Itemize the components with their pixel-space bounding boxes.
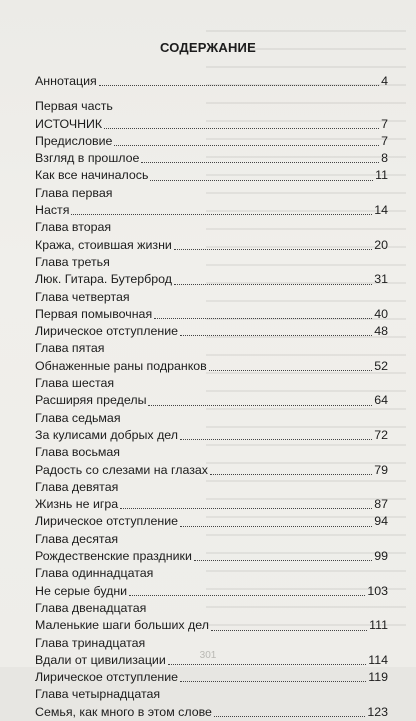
toc-entry-title: Не серые будни bbox=[35, 583, 128, 598]
toc-entry-page: 52 bbox=[374, 358, 388, 373]
dot-leader bbox=[194, 560, 372, 561]
toc-entry[interactable] bbox=[35, 306, 388, 323]
toc-entry-title: Глава вторая bbox=[35, 220, 112, 235]
toc-entry[interactable] bbox=[35, 271, 388, 288]
toc-entry-title: Глава седьмая bbox=[35, 410, 121, 425]
toc-entry-page: 103 bbox=[367, 583, 388, 598]
toc-entry[interactable] bbox=[35, 583, 388, 600]
dot-leader bbox=[154, 318, 372, 319]
toc-entry-title: За кулисами добрых дел bbox=[35, 427, 179, 442]
toc-entry-title: Первая часть bbox=[35, 99, 113, 114]
dot-leader bbox=[180, 681, 366, 682]
toc-entry[interactable] bbox=[35, 496, 388, 513]
toc-entry-title: Глава первая bbox=[35, 185, 113, 200]
toc-section-heading bbox=[35, 565, 388, 582]
section-gap bbox=[35, 90, 388, 98]
toc-section-heading bbox=[35, 340, 388, 357]
toc-section-heading bbox=[35, 531, 388, 548]
toc-entry-title: Как все начиналось bbox=[35, 168, 149, 183]
toc-entry-page: 114 bbox=[368, 652, 388, 667]
toc-section-heading bbox=[35, 410, 388, 427]
toc-entry-page: 14 bbox=[374, 203, 388, 218]
toc-entry-title: ИСТОЧНИК bbox=[35, 116, 103, 131]
toc-entry-page: 7 bbox=[381, 116, 388, 131]
dot-leader bbox=[168, 664, 366, 665]
page-title: СОДЕРЖАНИЕ bbox=[160, 40, 256, 55]
toc-section-heading bbox=[35, 289, 388, 306]
toc-entry-page: 48 bbox=[374, 324, 388, 339]
toc-section-heading bbox=[35, 185, 388, 202]
toc-section-heading bbox=[35, 686, 388, 703]
toc-section-heading bbox=[35, 600, 388, 617]
toc-entry-page: 4 bbox=[381, 74, 388, 88]
toc-entry[interactable] bbox=[35, 704, 388, 721]
toc-entry-list bbox=[35, 98, 388, 721]
dot-leader bbox=[180, 335, 372, 336]
toc-entry-title: Лирическое отступление bbox=[35, 324, 179, 339]
toc-entry-title: Обнаженные раны подранков bbox=[35, 358, 207, 373]
toc-section-heading bbox=[35, 444, 388, 461]
toc-entry-page: 99 bbox=[374, 549, 388, 564]
toc-entry-title: Настя bbox=[35, 203, 70, 218]
dot-leader bbox=[180, 439, 372, 440]
dot-leader bbox=[214, 716, 365, 717]
toc-entry-page: 11 bbox=[375, 168, 388, 183]
toc-entry-title: Рождественские праздники bbox=[35, 549, 192, 564]
toc-entry[interactable] bbox=[35, 202, 388, 219]
toc-entry-title: Люк. Гитара. Бутерброд bbox=[35, 272, 172, 287]
toc-entry-page: 123 bbox=[367, 704, 388, 719]
toc-entry-page: 119 bbox=[368, 670, 388, 685]
toc-entry-page: 31 bbox=[374, 272, 388, 287]
toc-entry[interactable] bbox=[35, 392, 388, 409]
toc-entry-page: 79 bbox=[374, 462, 388, 477]
dot-leader bbox=[209, 370, 372, 371]
page-number: 301 bbox=[199, 650, 217, 661]
toc-entry-title: Маленькие шаги больших дел bbox=[35, 618, 210, 633]
toc-entry-title: Предисловие bbox=[35, 133, 113, 148]
toc-entry-title: Глава восьмая bbox=[35, 445, 121, 460]
toc-entry-title: Семья, как много в этом слове bbox=[35, 704, 212, 719]
toc-entry-title: Глава двенадцатая bbox=[35, 600, 147, 615]
toc-entry[interactable] bbox=[35, 617, 388, 634]
toc-entry-title: Глава четырнадцатая bbox=[35, 687, 161, 702]
dot-leader bbox=[180, 526, 372, 527]
toc-entry-title: Взгляд в прошлое bbox=[35, 151, 140, 166]
dot-leader bbox=[174, 284, 372, 285]
dot-leader bbox=[104, 128, 379, 129]
toc-entry-page: 8 bbox=[381, 151, 388, 166]
toc-entry[interactable] bbox=[35, 427, 388, 444]
dot-leader bbox=[114, 145, 379, 146]
toc-entry[interactable] bbox=[35, 116, 388, 133]
dot-leader bbox=[129, 595, 365, 596]
dot-leader bbox=[150, 180, 373, 181]
toc-entry-title: Лирическое отступление bbox=[35, 670, 179, 685]
toc-entry-page: 20 bbox=[374, 237, 388, 252]
toc-entry-annotation[interactable] bbox=[35, 73, 388, 90]
toc-entry-title: Первая помывочная bbox=[35, 306, 153, 321]
toc-entry-title: Расширяя пределы bbox=[35, 393, 147, 408]
toc-entry[interactable] bbox=[35, 237, 388, 254]
toc-entry-page: 40 bbox=[374, 306, 388, 321]
dot-leader bbox=[148, 405, 372, 406]
toc-entry[interactable] bbox=[35, 548, 388, 565]
dot-leader bbox=[210, 474, 372, 475]
toc-section-heading bbox=[35, 375, 388, 392]
toc-section-heading bbox=[35, 219, 388, 236]
toc-entry-page: 7 bbox=[381, 133, 388, 148]
table-of-contents bbox=[35, 73, 388, 721]
toc-entry[interactable] bbox=[35, 150, 388, 167]
toc-entry-title: Жизнь не игра bbox=[35, 497, 119, 512]
dot-leader bbox=[211, 630, 367, 631]
toc-entry[interactable] bbox=[35, 133, 388, 150]
dot-leader bbox=[174, 249, 372, 250]
toc-section-heading bbox=[35, 98, 388, 115]
toc-entry[interactable] bbox=[35, 462, 388, 479]
toc-entry[interactable] bbox=[35, 323, 388, 340]
toc-entry-title: Глава четвертая bbox=[35, 289, 130, 304]
toc-section-heading bbox=[35, 254, 388, 271]
toc-entry-title: Глава третья bbox=[35, 254, 110, 269]
toc-entry[interactable] bbox=[35, 513, 388, 530]
toc-entry-page: 87 bbox=[374, 497, 388, 512]
toc-entry[interactable] bbox=[35, 167, 388, 184]
toc-entry-page: 64 bbox=[374, 393, 388, 408]
toc-entry-title: Глава девятая bbox=[35, 479, 119, 494]
toc-entry-title: Кража, стоившая жизни bbox=[35, 237, 172, 252]
toc-entry[interactable] bbox=[35, 358, 388, 375]
toc-entry-title: Радость со слезами на глазах bbox=[35, 462, 208, 477]
toc-entry-title: Лирическое отступление bbox=[35, 514, 179, 529]
toc-entry-page: 111 bbox=[369, 618, 388, 633]
dot-leader bbox=[71, 214, 372, 215]
toc-entry-page: 94 bbox=[374, 514, 388, 529]
toc-entry-page: 72 bbox=[374, 427, 388, 442]
dot-leader bbox=[99, 85, 379, 86]
dot-leader bbox=[120, 508, 372, 509]
toc-section-heading bbox=[35, 479, 388, 496]
toc-entry-title: Глава одиннадцатая bbox=[35, 566, 154, 581]
toc-entry-title: Глава шестая bbox=[35, 376, 115, 391]
toc-entry-title: Глава десятая bbox=[35, 531, 119, 546]
toc-entry-title: Глава пятая bbox=[35, 341, 105, 356]
dot-leader bbox=[141, 162, 379, 163]
toc-entry-title: Вдали от цивилизации bbox=[35, 652, 166, 667]
toc-entry-title: Аннотация bbox=[35, 74, 97, 88]
toc-entry-title: Глава тринадцатая bbox=[35, 635, 146, 650]
toc-entry[interactable] bbox=[35, 669, 388, 686]
